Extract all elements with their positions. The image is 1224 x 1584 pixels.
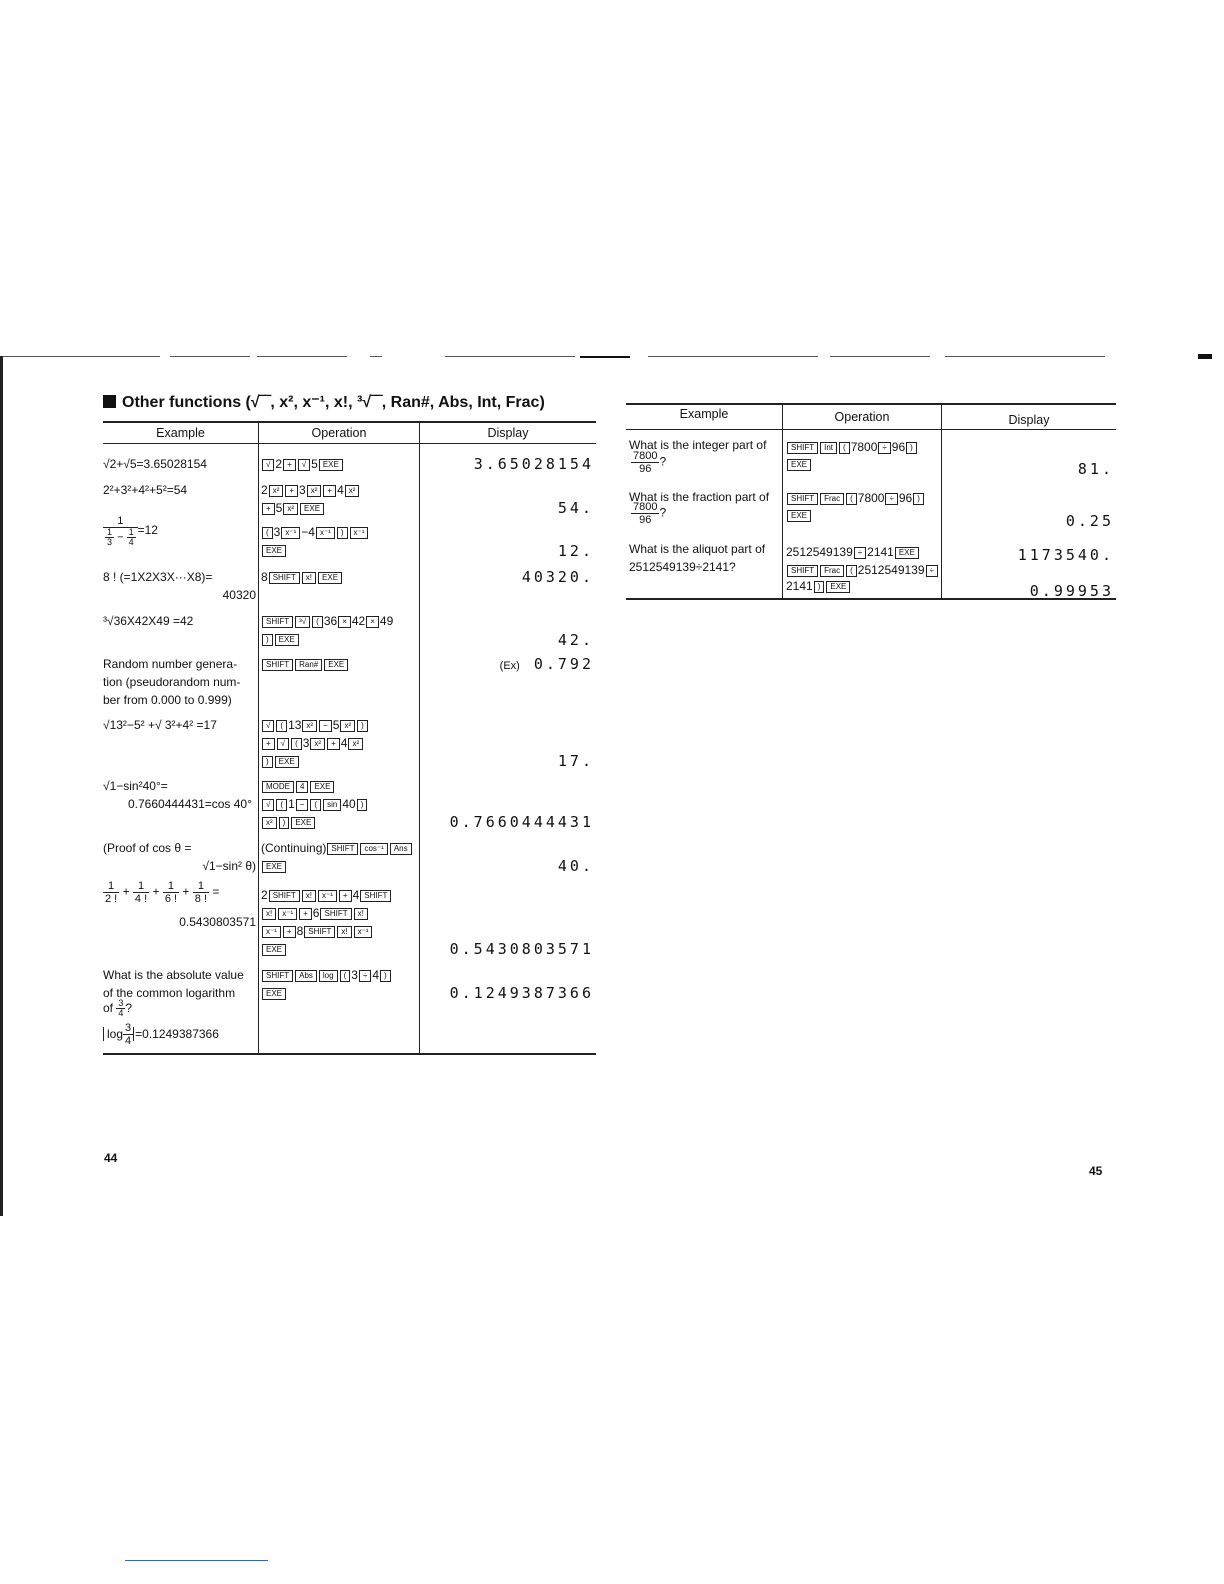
display-value: 0.7660444431 [449,813,594,831]
abs-key: Abs [295,970,317,982]
display-value: 0.99953 [1029,582,1114,600]
exe-key: EXE [262,545,286,557]
scan-line [945,356,1105,357]
minus-key: − [296,799,309,811]
exe-key: EXE [787,510,811,522]
close-paren-key: ) [337,527,348,539]
four-key: 4 [296,781,308,793]
page-number-right: 45 [1089,1164,1103,1178]
x-squared-key: x² [340,720,355,732]
operation-keys: 2512549139 ÷ 2141 EXE [786,543,920,561]
example-fraction: 1 $\frac{1}{3}$ − $\frac{1}{4}$ =12 [103,515,158,547]
operation-keys: √ 2 + √ 5 EXE [261,455,344,473]
example-text: (Proof of cos θ = [103,841,192,855]
exe-key: EXE [262,944,286,956]
plus-key: + [262,738,275,750]
operation-keys: SHIFT Abs log ( 3 ÷ 4 ) [261,966,392,984]
example-text: 0.7660444431=cos 40° [128,797,252,811]
example-fraction: $\frac{7800}{96}$ ? [633,501,667,526]
scan-line [1198,354,1212,359]
operation-keys: √ ( 13 x² − 5 x² ) [261,716,369,734]
plus-key: + [285,485,298,497]
scan-line [257,356,347,357]
sqrt-key: √ [262,799,274,811]
divide-key: ÷ [926,565,938,577]
x-inverse-key: x⁻¹ [262,926,281,938]
log-key: log [319,970,338,982]
operation-keys [261,777,335,795]
operation-keys: SHIFT Int ( 7800 ÷ 96 ) [786,438,918,456]
example-text: √1−sin² θ) [202,859,256,873]
column-divider [258,423,259,1053]
header-divider [103,443,596,444]
operation-keys: x! x⁻¹ + 6 SHIFT x! [261,904,369,922]
minus-key: − [319,720,332,732]
display-value: 3.65028154 [473,455,594,473]
exe-key: EXE [895,547,919,559]
shift-key: SHIFT [262,970,293,982]
sqrt-key: √ [277,738,289,750]
display-value: 42. [557,631,594,649]
shift-key: SHIFT [787,493,818,505]
exe-key: EXE [787,459,811,471]
open-paren-key: ( [846,493,857,505]
shift-key: SHIFT [787,442,818,454]
scan-line [580,356,630,358]
scan-line [648,356,818,357]
operation-keys: 2 x² + 3 x² + 4 x² [261,481,360,499]
frac-key: Frac [820,565,844,577]
open-paren-key: ( [276,799,287,811]
open-paren-key: ( [846,565,857,577]
plus-key: + [283,926,296,938]
operation-keys: SHIFT Frac ( 7800 ÷ 96 ) [786,489,925,507]
header-display: Display [1008,413,1050,427]
operation-keys [261,857,287,875]
plus-key: + [323,485,336,497]
plus-key: + [283,459,296,471]
exe-key: EXE [318,572,342,584]
x-squared-key: x² [348,738,363,750]
open-paren-key: ( [340,970,351,982]
header-divider [626,429,1116,430]
operation-keys [261,541,287,559]
scan-line [445,356,575,357]
display-value: 40. [557,857,594,875]
arccos-key: cos⁻¹ [360,843,387,855]
display-value: 54. [557,499,594,517]
x-squared-key: x² [310,738,325,750]
plus-key: + [299,908,312,920]
factorial-key: x! [337,926,351,938]
example-result: 40320 [222,588,256,602]
sqrt-key: √ [262,720,274,732]
column-divider [419,423,420,1053]
example-text: tion (pseudorandom num- [103,675,241,689]
operation-keys: x⁻¹ + 8 SHIFT x! x⁻¹ [261,922,373,940]
display-value: 0.25 [1065,512,1114,530]
x-inverse-key: x⁻¹ [278,908,297,920]
x-squared-key: x² [262,817,277,829]
operation-keys [261,984,287,1002]
square-bullet-icon [103,395,116,408]
shift-key: SHIFT [262,616,293,628]
sqrt-key: √ [262,459,274,471]
divide-key: ÷ [854,547,866,559]
header-example: Example [679,407,729,421]
random-key: Ran# [295,659,322,671]
answer-key: Ans [390,843,412,855]
divide-key: ÷ [878,442,890,454]
factorial-key: x! [302,890,316,902]
open-paren-key: ( [276,720,287,732]
exe-key: EXE [262,861,286,873]
close-paren-key: ) [357,720,368,732]
operation-keys [261,813,316,831]
example-text: √2+√5=3.65028154 [103,457,207,471]
x-inverse-key: x⁻¹ [350,527,369,539]
operation-keys [786,455,812,473]
column-divider [941,405,942,598]
example-text: ber from 0.000 to 0.999) [103,693,232,707]
plus-key: + [339,890,352,902]
display-value: 17. [557,752,594,770]
shift-key: SHIFT [269,890,300,902]
operation-keys: ( 3 x⁻¹ −4 x⁻¹ ) x⁻¹ [261,523,369,541]
example-text: What is the integer part of [629,438,767,452]
operation-keys [261,630,300,648]
example-text: ³√36X42X49 =42 [103,614,194,628]
shift-key: SHIFT [304,926,335,938]
example-text: Random number genera- [103,657,238,671]
times-key: × [338,616,351,628]
shift-key: SHIFT [262,659,293,671]
example-text: √1−sin²40°= [103,779,168,793]
header-example: Example [156,426,205,440]
display-value: 0.5430803571 [449,940,594,958]
example-text: √13²−5² +√ 3²+4² =17 [103,718,217,732]
factorial-key: x! [302,572,316,584]
exe-key: EXE [262,988,286,1000]
close-paren-key: ) [279,817,290,829]
scan-line [830,356,930,357]
page-edge [0,356,3,1216]
close-paren-key: ) [262,634,273,646]
exe-key: EXE [826,581,850,593]
example-text: 2512549139÷2141? [629,560,736,574]
example-text: 8 ! (=1X2X3X···X8)= [103,570,213,584]
x-squared-key: x² [307,485,322,497]
shift-key: SHIFT [360,890,391,902]
example-text: of $\frac{3}{4}$ ? [103,998,133,1019]
int-key: Int [820,442,837,454]
mode-key: MODE [262,781,294,793]
operation-keys: (Continuing) SHIFT cos⁻¹ Ans [261,839,413,857]
operation-keys: √ ( 1 − ( sin 40 ) [261,795,368,813]
operation-keys: 2141 ) EXE [786,577,851,595]
scan-line [170,356,250,357]
display-value: 40320. [521,568,594,586]
close-paren-key: ) [262,756,273,768]
x-squared-key: x² [302,720,317,732]
open-paren-key: ( [310,799,321,811]
header-operation: Operation [834,410,890,424]
factorial-key: x! [262,908,276,920]
example-text: What is the aliquot part of [629,542,766,556]
cube-root-key: ³√ [295,616,310,628]
display-value: (Ex) 0.792 [499,655,594,673]
close-paren-key: ) [380,970,391,982]
x-inverse-key: x⁻¹ [318,890,337,902]
page-number-left: 44 [104,1151,118,1165]
sqrt-key: √ [298,459,310,471]
open-paren-key: ( [312,616,323,628]
operation-keys: 2 SHIFT x! x⁻¹ + 4 SHIFT [261,886,392,904]
exe-key: EXE [310,781,334,793]
exe-key: EXE [275,634,299,646]
example-result: 0.5430803571 [179,915,256,929]
close-paren-key: ) [814,581,825,593]
close-paren-key: ) [913,493,924,505]
display-value: 81. [1077,460,1114,478]
open-paren-key: ( [291,738,302,750]
operation-keys: SHIFT ³√ ( 36 × 42 × 49 [261,612,393,630]
open-paren-key: ( [839,442,850,454]
operation-keys [261,940,287,958]
shift-key: SHIFT [787,565,818,577]
example-log-result: log $\frac{3}{4}$ =0.1249387366 [103,1022,219,1047]
example-text: What is the fraction part of [629,490,770,504]
x-inverse-key: x⁻¹ [281,527,300,539]
section-title: Other functions (√‾‾, x², x⁻¹, x!, ³√‾‾, Ran#, Abs, Int, Frac) [103,392,545,412]
exe-key: EXE [291,817,315,829]
shift-key: SHIFT [269,572,300,584]
factorial-key: x! [354,908,368,920]
operation-keys: + √ ( 3 x² + 4 x² [261,734,364,752]
column-divider [782,405,783,598]
exe-key: EXE [275,756,299,768]
sin-key: sin [323,799,341,811]
exe-key: EXE [324,659,348,671]
operation-keys: SHIFT Frac ( 2512549139 ÷ [786,561,939,579]
operation-keys: 8 SHIFT x! EXE [261,568,343,586]
shift-key: SHIFT [327,843,358,855]
x-inverse-key: x⁻¹ [316,527,335,539]
shift-key: SHIFT [320,908,351,920]
scan-line [0,356,160,357]
scan-line [370,356,382,357]
example-text: 2²+3²+4²+5²=54 [103,483,188,497]
example-text: What is the absolute value [103,968,244,982]
operation-keys [261,752,300,770]
x-squared-key: x² [269,485,284,497]
times-key: × [366,616,379,628]
x-squared-key: x² [345,485,360,497]
example-text: of the common logarithm [103,986,236,1000]
close-paren-key: ) [906,442,917,454]
header-display: Display [487,426,529,440]
example-fraction: $\frac{7800}{96}$ ? [633,450,667,475]
close-paren-key: ) [357,799,368,811]
exe-key: EXE [319,459,343,471]
divide-key: ÷ [885,493,897,505]
open-paren-key: ( [262,527,273,539]
operation-keys: + 5 x² EXE [261,499,325,517]
operation-keys [786,506,812,524]
header-operation: Operation [311,426,367,440]
frac-key: Frac [820,493,844,505]
operation-keys [261,655,349,673]
x-squared-key: x² [283,503,298,515]
display-value: 1173540. [1017,546,1114,564]
exe-key: EXE [300,503,324,515]
plus-key: + [262,503,275,515]
plus-key: + [327,738,340,750]
example-fraction: $\frac{1}{2 !}$ + $\frac{1}{4 !}$ + $\frac{1}{6 !}$ + $\frac{1}{8 !}$ = [105,880,220,905]
divide-key: ÷ [359,970,371,982]
scan-line [125,1560,268,1561]
x-inverse-key: x⁻¹ [354,926,373,938]
display-value: 12. [557,542,594,560]
display-value: 0.1249387366 [449,984,594,1002]
